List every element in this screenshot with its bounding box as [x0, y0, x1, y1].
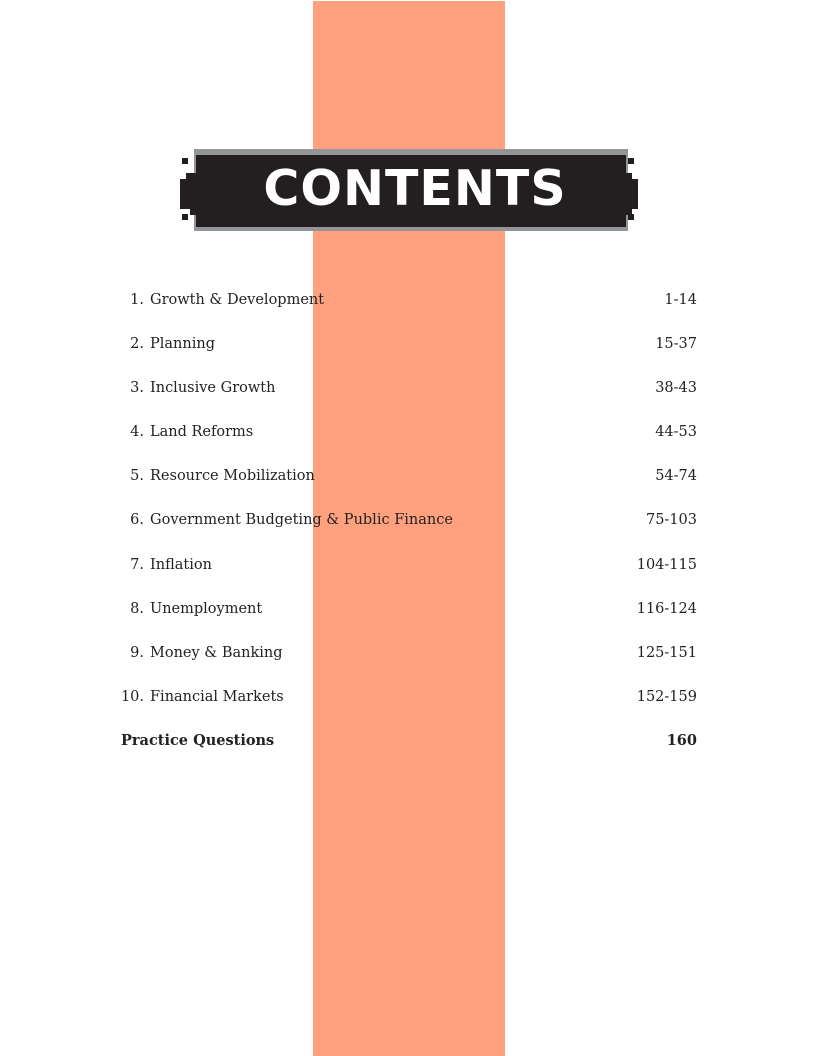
toc-entry-practice-questions[interactable] — [120, 729, 697, 753]
chapter-number: 10. — [120, 689, 144, 705]
chapter-number: 4. — [130, 424, 144, 440]
page-range: 152-159 — [636, 689, 697, 705]
page-range: 15-37 — [655, 336, 697, 352]
toc-entry[interactable] — [120, 597, 697, 621]
toc-entry[interactable] — [120, 685, 697, 709]
chapter-title: Planning — [150, 336, 215, 352]
page-range: 116-124 — [636, 601, 697, 617]
page-range: 38-43 — [655, 380, 697, 396]
toc-entry[interactable] — [120, 508, 697, 532]
toc-entry[interactable] — [120, 464, 697, 488]
chapter-title: Inclusive Growth — [150, 380, 276, 396]
page-title: CONTENTS — [263, 159, 567, 217]
practice-questions-title: Practice Questions — [121, 732, 275, 749]
toc-entry[interactable] — [120, 288, 697, 312]
chapter-number: 9. — [130, 645, 144, 661]
chapter-number: 1. — [130, 292, 144, 308]
page-range: 125-151 — [636, 645, 697, 661]
chapter-number: 6. — [130, 512, 144, 528]
chapter-number: 3. — [130, 380, 144, 396]
page-range: 1-14 — [664, 292, 697, 308]
chapter-title: Government Budgeting & Public Finance — [150, 512, 453, 528]
chapter-number: 8. — [130, 601, 144, 617]
chapter-title: Growth & Development — [150, 292, 325, 308]
chapter-title: Land Reforms — [150, 424, 254, 440]
page-range: 75-103 — [645, 512, 697, 528]
toc-entry[interactable] — [120, 420, 697, 444]
page-range: 54-74 — [655, 468, 697, 484]
chapter-number: 2. — [130, 336, 144, 352]
toc-entry[interactable] — [120, 553, 697, 577]
chapter-number: 7. — [130, 557, 144, 573]
chapter-number: 5. — [130, 468, 144, 484]
chapter-title: Resource Mobilization — [150, 468, 315, 484]
page-range: 160 — [666, 732, 697, 749]
toc-entry[interactable] — [120, 376, 697, 400]
chapter-title: Money & Banking — [150, 645, 283, 661]
page-range: 44-53 — [655, 424, 697, 440]
page-range: 104-115 — [636, 557, 697, 573]
chapter-title: Financial Markets — [150, 689, 284, 705]
chapter-title: Unemployment — [150, 601, 263, 617]
toc-entry[interactable] — [120, 332, 697, 356]
toc-entry[interactable] — [120, 641, 697, 665]
chapter-title: Inflation — [150, 557, 212, 573]
